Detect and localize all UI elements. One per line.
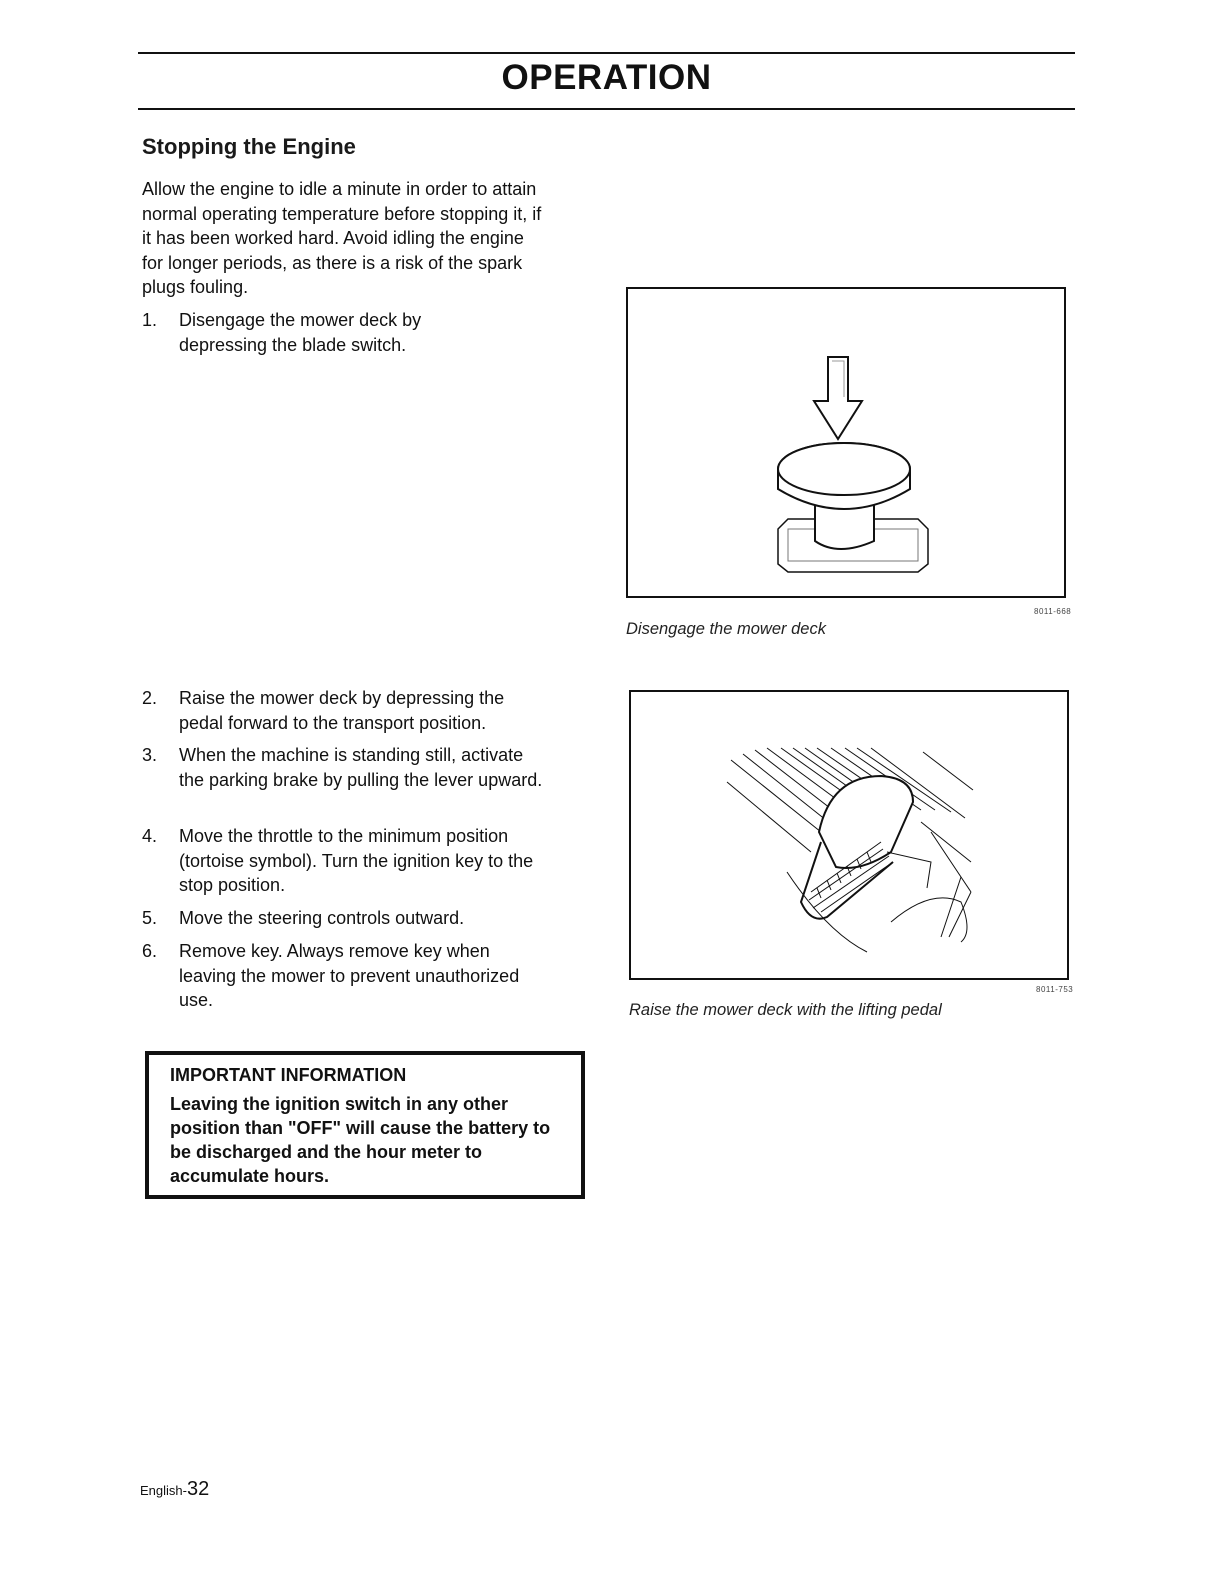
step-text: Raise the mower deck by depressing the pedal forward to the transport position. <box>179 688 505 733</box>
lifting-pedal-illustration <box>631 692 1067 978</box>
step-text: Move the throttle to the minimum position (tortoise symbol). Turn the ignition key to the stop position. <box>179 826 534 895</box>
step-number: 2. <box>142 688 158 708</box>
step-3 <box>142 743 552 792</box>
figure-caption: Disengage the mower deck <box>626 620 826 638</box>
header-rule-top <box>138 52 1075 54</box>
important-info-box <box>145 1051 585 1199</box>
blade-switch-illustration <box>628 289 1064 596</box>
important-info-title: IMPORTANT INFORMATION <box>170 1065 407 1085</box>
page-number: 32 <box>186 1478 210 1500</box>
important-info-text: Leaving the ignition switch in any other position than "OFF" will cause the battery to be discharged and the hour meter to accumulate hours. <box>170 1094 551 1186</box>
figure-caption: Raise the mower deck with the lifting pedal <box>629 1001 942 1019</box>
footer-language: English- <box>140 1483 187 1498</box>
step-5 <box>142 906 552 931</box>
step-1 <box>142 308 552 357</box>
page-footer <box>140 1478 209 1501</box>
step-number: 6. <box>142 941 158 961</box>
step-4 <box>142 824 552 898</box>
step-number: 5. <box>142 908 158 928</box>
step-text: Remove key. Always remove key when leaving the mower to prevent unauthorized use. <box>179 941 520 1010</box>
header-rule-bottom <box>138 108 1075 110</box>
section-title: Stopping the Engine <box>142 134 356 159</box>
figure-code: 8011-668 <box>1034 607 1072 616</box>
down-arrow-icon <box>814 357 862 439</box>
step-text: Disengage the mower deck by depressing the blade switch. <box>179 310 422 355</box>
step-number: 4. <box>142 826 158 846</box>
step-number: 1. <box>142 310 158 330</box>
step-text: Move the steering controls outward. <box>179 908 465 928</box>
intro-paragraph: Allow the engine to idle a minute in order to attain normal operating temperature before stopping it, if it has been worked hard. Avoid idling the engine for longer periods, as there is a risk of the spark plugs fouling. <box>142 179 542 297</box>
step-2 <box>142 686 552 735</box>
figure-blade-switch <box>626 287 1066 598</box>
figure-lifting-pedal <box>629 690 1069 980</box>
figure-code: 8011-753 <box>1036 985 1074 994</box>
step-text: When the machine is standing still, activate the parking brake by pulling the lever upward. <box>179 745 543 790</box>
step-6 <box>142 939 552 1013</box>
step-number: 3. <box>142 745 158 765</box>
page-header-title: OPERATION <box>501 58 712 97</box>
